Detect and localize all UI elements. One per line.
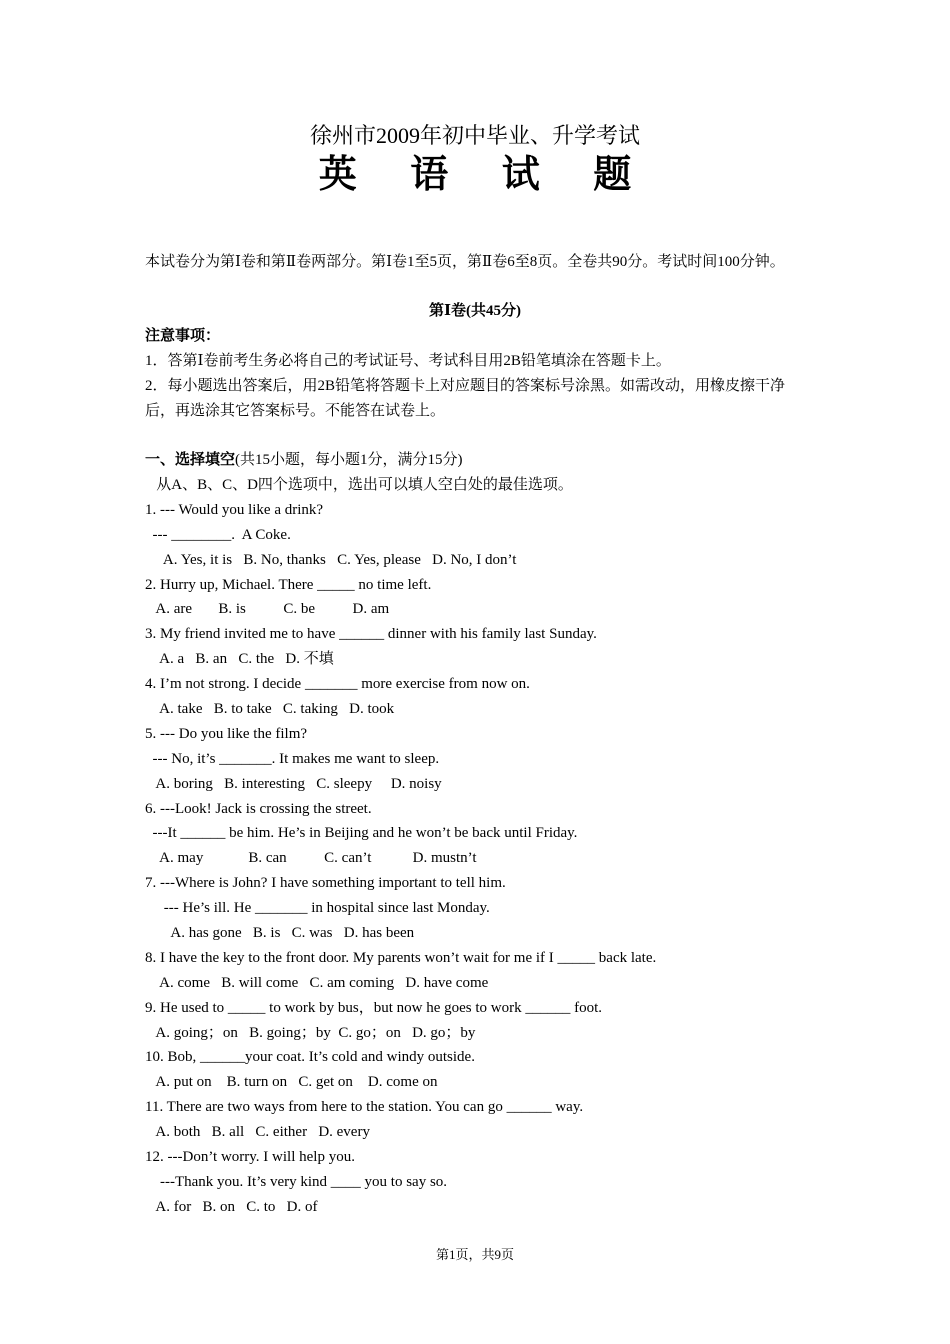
notes-heading: 注意事项： — [145, 328, 221, 344]
question-line: 9. He used to _____ to work by bus，but now he goes to work ______ foot. — [145, 999, 603, 1016]
part1-block — [145, 448, 810, 1220]
question-line: 1. --- Would you like a drink? — [145, 501, 324, 518]
question-line: A. has gone B. is C. was D. has been — [145, 925, 415, 942]
question-line: A. may B. can C. can’t D. mustn’t — [145, 850, 477, 867]
question-line: 6. ---Look! Jack is crossing the street. — [145, 800, 372, 817]
question-line: A. boring B. interesting C. sleepy D. noisy — [145, 775, 442, 792]
section-title: 第Ⅰ卷(共45分) — [428, 303, 521, 319]
question-line: 4. I’m not strong. I decide _______ more exercise from now on. — [145, 676, 530, 693]
question-line: 8. I have the key to the front door. My parents won’t wait for me if I _____ back late. — [145, 949, 657, 966]
question-line: ---Thank you. It’s very kind ____ you to say so. — [145, 1173, 448, 1190]
question-line: A. for B. on C. to D. of — [145, 1198, 318, 1215]
question-line: A. come B. will come C. am coming D. have come — [145, 974, 489, 991]
part1-heading-rest: (共15小题，每小题1分，满分15分) — [235, 452, 463, 468]
question-line: A. both B. all C. either D. every — [145, 1124, 370, 1141]
note-item: 1．答第Ⅰ卷前考生务必将自己的考试证号、考试科目用2B铅笔填涂在答题卡上。 — [145, 353, 671, 369]
subject-title: 英 语 试 题 — [318, 154, 654, 196]
part1-instruction: 从A、B、C、D四个选项中，选出可以填人空白处的最佳选项。 — [145, 477, 573, 493]
part1-heading-bold: 一、选择填空 — [145, 452, 236, 468]
exam-title: 徐州市2009年初中毕业、升学考试 — [309, 123, 640, 148]
note-item: 2．每小题选出答案后，用2B铅笔将答题卡上对应题目的答案标号涂黑。如需改动，用橡皮擦干净后，再选涂其它答案标号。不能答在试卷上。 — [145, 378, 786, 419]
notes-block — [145, 324, 810, 424]
question-line: --- He’s ill. He _______ in hospital since last Monday. — [145, 900, 490, 917]
question-line: A. going；on B. going；by C. go；on D. go；by — [145, 1024, 476, 1041]
question-line: 3. My friend invited me to have ______ dinner with his family last Sunday. — [145, 626, 597, 643]
question-line: 5. --- Do you like the film? — [145, 725, 308, 742]
question-line: A. take B. to take C. taking D. took — [145, 701, 395, 718]
question-line: A. Yes, it is B. No, thanks C. Yes, please D. No, I don’t — [145, 551, 517, 568]
question-line: 12. ---Don’t worry. I will help you. — [145, 1149, 355, 1166]
part1-heading — [145, 448, 810, 473]
question-line: A. are B. is C. be D. am — [145, 601, 390, 618]
question-line: ---It ______ be him. He’s in Beijing and he won’t be back until Friday. — [145, 825, 578, 842]
question-line: --- No, it’s _______. It makes me want to sleep. — [145, 750, 440, 767]
question-line: 10. Bob, ______your coat. It’s cold and windy outside. — [145, 1049, 475, 1066]
page-footer: 第1页，共9页 — [435, 1247, 514, 1262]
intro-paragraph: 本试卷分为第Ⅰ卷和第Ⅱ卷两部分。第Ⅰ卷1至5页，第Ⅱ卷6至8页。全卷共90分。考试时间100分钟。 — [145, 254, 785, 270]
question-line: 2. Hurry up, Michael. There _____ no time left. — [145, 576, 432, 593]
question-line: A. a B. an C. the D. 不填 — [145, 651, 334, 668]
question-line: 11. There are two ways from here to the station. You can go ______ way. — [145, 1099, 584, 1116]
question-line: A. put on B. turn on C. get on D. come on — [145, 1074, 438, 1091]
question-line: --- ________. A Coke. — [145, 526, 291, 543]
question-line: 7. ---Where is John? I have something important to tell him. — [145, 875, 506, 892]
